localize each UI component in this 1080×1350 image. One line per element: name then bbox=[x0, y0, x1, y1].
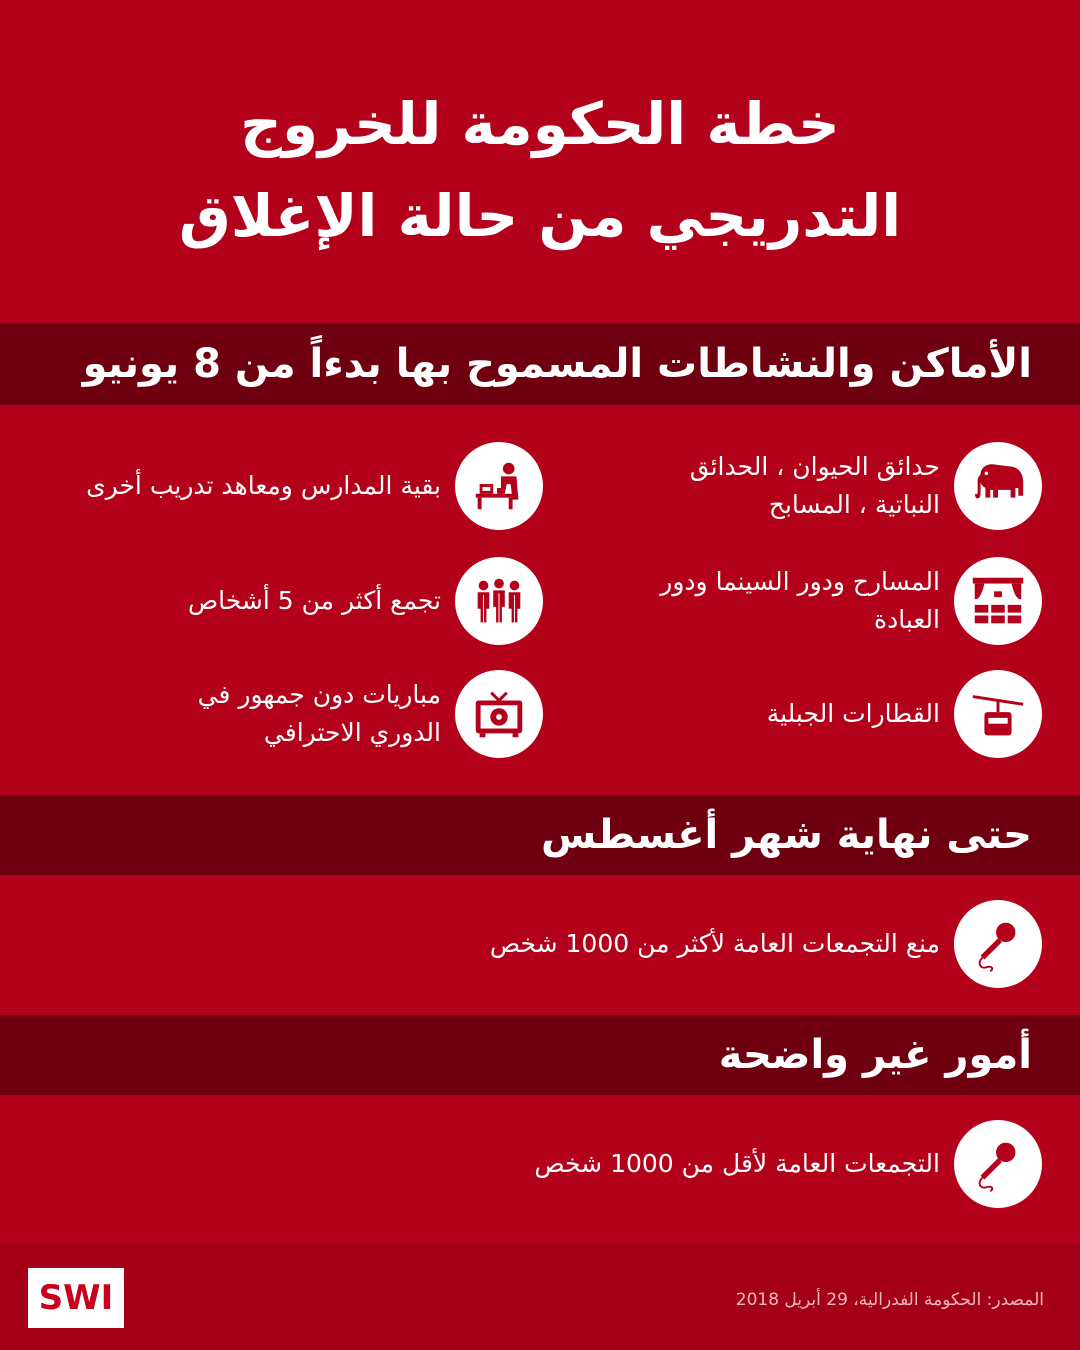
item-text: حدائق الحيوان ، الحدائق النباتية ، المسابح bbox=[689, 452, 940, 519]
microphone-icon bbox=[954, 900, 1042, 988]
section-heading: الأماكن والنشاطات المسموح بها بدءاً من 8 يونيو bbox=[82, 341, 1032, 387]
item-text: منع التجمعات العامة لأكثر من 1000 شخص bbox=[489, 929, 940, 958]
tv-football-icon bbox=[455, 670, 543, 758]
item-text: المسارح ودور السينما ودور العبادة bbox=[660, 567, 940, 634]
microphone-icon bbox=[954, 1120, 1042, 1208]
section-heading: أمور غير واضحة bbox=[718, 1032, 1032, 1078]
list-item-matches bbox=[198, 668, 543, 760]
group-people-icon bbox=[455, 557, 543, 645]
list-item-theaters bbox=[660, 555, 1042, 647]
elephant-icon bbox=[954, 442, 1042, 530]
theater-icon bbox=[954, 557, 1042, 645]
item-text: القطارات الجبلية bbox=[766, 699, 940, 728]
list-item-mountain-railways bbox=[767, 668, 1042, 760]
item-text: مباريات دون جمهور في الدوري الاحترافي bbox=[197, 680, 441, 747]
item-text: تجمع أكثر من 5 أشخاص bbox=[187, 586, 441, 615]
list-item-small-gatherings bbox=[534, 1118, 1042, 1210]
list-item-zoos bbox=[690, 440, 1042, 532]
page-title bbox=[0, 78, 1080, 262]
section-header-from-june-8 bbox=[0, 323, 1080, 405]
section-header-until-august bbox=[0, 795, 1080, 875]
swi-logo: SWI bbox=[28, 1268, 124, 1328]
teacher-desk-icon bbox=[455, 442, 543, 530]
section-header-unclear bbox=[0, 1015, 1080, 1095]
title-line-1: خطة الحكومة للخروج bbox=[240, 90, 840, 158]
source-note: المصدر: الحكومة الفدرالية، 29 أبريل 2018 bbox=[735, 1290, 1044, 1310]
list-item-schools bbox=[86, 440, 543, 532]
section-heading: حتى نهاية شهر أغسطس bbox=[541, 812, 1032, 858]
list-item-gatherings-5 bbox=[188, 555, 543, 647]
cable-car-icon bbox=[954, 670, 1042, 758]
item-text: بقية المدارس ومعاهد تدريب أخرى bbox=[86, 471, 441, 500]
item-text: التجمعات العامة لأقل من 1000 شخص bbox=[534, 1149, 940, 1178]
title-line-2: التدريجي من حالة الإغلاق bbox=[178, 182, 902, 250]
list-item-ban-gatherings bbox=[490, 898, 1042, 990]
